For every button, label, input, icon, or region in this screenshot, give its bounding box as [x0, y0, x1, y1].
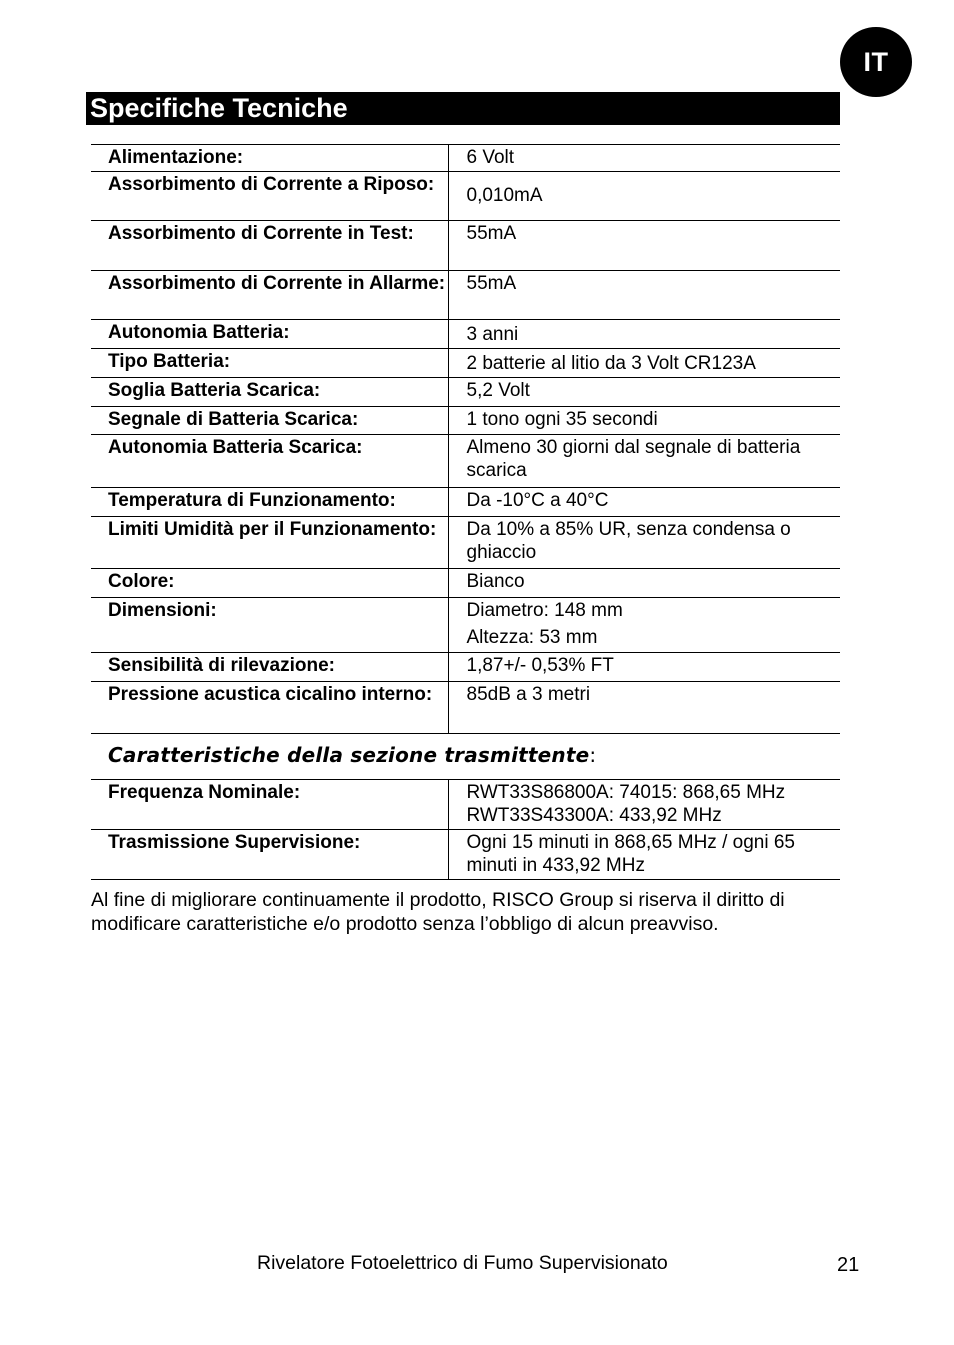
table-row [91, 221, 840, 271]
spec-value: Da 10% a 85% UR, senza condensa o ghiaccio [448, 517, 840, 569]
spec-label: Frequenza Nominale: [91, 780, 448, 830]
spec-label: Pressione acustica cicalino interno: [91, 682, 448, 734]
table-row [91, 569, 840, 598]
spec-label: Autonomia Batteria Scarica: [91, 435, 448, 488]
table-row [91, 653, 840, 682]
spec-value: 1 tono ogni 35 secondi [448, 407, 840, 435]
spec-value: 6 Volt [448, 145, 840, 172]
spec-value: 3 anni [448, 320, 840, 349]
spec-value [448, 598, 840, 653]
spec-value: Da -10°C a 40°C [448, 488, 840, 517]
section-title: Specifiche Tecniche [86, 92, 840, 125]
spec-value: Ogni 15 minuti in 868,65 MHz / ogni 65 minuti in 433,92 MHz [448, 830, 840, 880]
spec-value: Bianco [448, 569, 840, 598]
footer-document-title: Rivelatore Fotoelettrico di Fumo Supervisionato [257, 1252, 668, 1274]
spec-value: 55mA [448, 221, 840, 271]
spec-label: Alimentazione: [91, 145, 448, 172]
spec-label: Tipo Batteria: [91, 349, 448, 378]
dimension-height: Altezza: 53 mm [466, 627, 598, 648]
spec-label: Segnale di Batteria Scarica: [91, 407, 448, 435]
table-row [91, 517, 840, 569]
language-badge: IT [840, 27, 912, 97]
table-row [91, 780, 840, 830]
table-row [91, 407, 840, 435]
spec-label: Colore: [91, 569, 448, 598]
spec-value: 5,2 Volt [448, 378, 840, 407]
page-number: 21 [837, 1254, 860, 1276]
spec-label: Temperatura di Funzionamento: [91, 488, 448, 517]
spec-label: Dimensioni: [91, 598, 448, 653]
spec-value: Almeno 30 giorni dal segnale di batteria scarica [448, 435, 840, 488]
disclaimer-note: Al fine di migliorare continuamente il prodotto, RISCO Group si riserva il diritto di modificare caratteristiche e/o prodotto senza l’obbligo di alcun preavviso. [91, 889, 785, 935]
spec-value: 2 batterie al litio da 3 Volt CR123A [448, 349, 840, 378]
table-row [91, 172, 840, 221]
spec-label: Assorbimento di Corrente in Test: [91, 221, 448, 271]
transmitter-heading-colon: : [589, 743, 597, 767]
table-row [91, 378, 840, 407]
table-row [91, 349, 840, 378]
spec-value: 0,010mA [448, 172, 840, 221]
spec-label: Sensibilità di rilevazione: [91, 653, 448, 682]
transmitter-specs-table [91, 779, 840, 880]
table-row [91, 435, 840, 488]
table-row [91, 145, 840, 172]
spec-value: RWT33S86800A: 74015: 868,65 MHz RWT33S43300A: 433,92 MHz [448, 780, 840, 830]
spec-label: Limiti Umidità per il Funzionamento: [91, 517, 448, 569]
spec-label: Soglia Batteria Scarica: [91, 378, 448, 407]
spec-label: Assorbimento di Corrente a Riposo: [91, 172, 448, 221]
table-row [91, 830, 840, 880]
spec-value: 55mA [448, 271, 840, 320]
spec-value: 1,87+/- 0,53% FT [448, 653, 840, 682]
technical-specs-table [91, 144, 840, 734]
dimension-diameter: Diametro: 148 mm [466, 600, 623, 621]
spec-value: 85dB a 3 metri [448, 682, 840, 734]
table-row [91, 598, 840, 653]
spec-label: Autonomia Batteria: [91, 320, 448, 349]
table-row [91, 488, 840, 517]
table-row [91, 271, 840, 320]
transmitter-section-heading [108, 743, 596, 767]
spec-label: Assorbimento di Corrente in Allarme: [91, 271, 448, 320]
spec-label: Trasmissione Supervisione: [91, 830, 448, 880]
table-row [91, 682, 840, 734]
transmitter-heading-text: Caratteristiche della sezione trasmittente [108, 743, 590, 767]
table-row [91, 320, 840, 349]
